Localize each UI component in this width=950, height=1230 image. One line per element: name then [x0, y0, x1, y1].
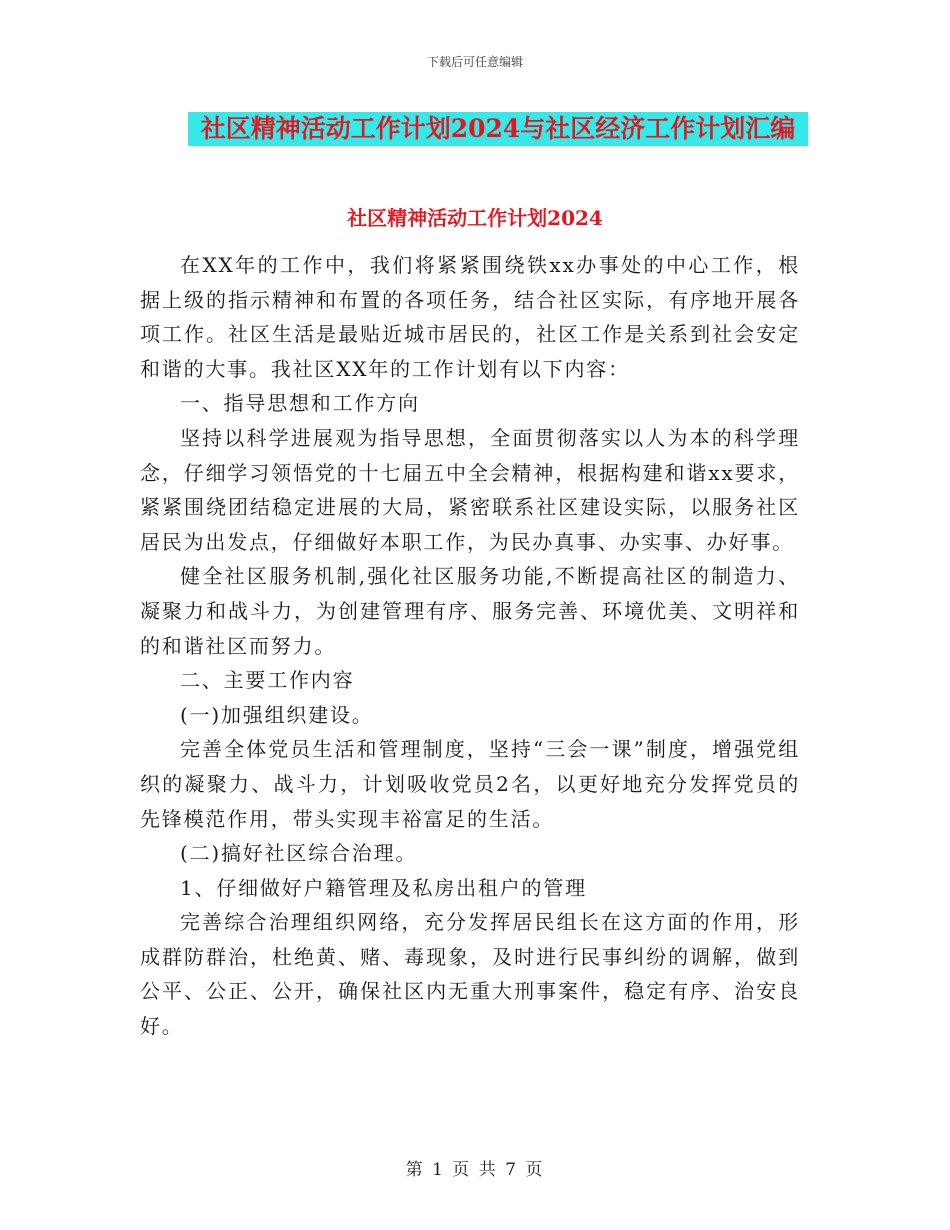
document-body — [140, 248, 800, 1044]
page-number: 第 1 页 共 7 页 — [405, 1160, 545, 1180]
main-title: 社区精神活动工作计划2024与社区经济工作计划汇编 — [200, 114, 796, 143]
heading-organization: (一)加强组织建设。 — [180, 702, 374, 727]
heading-household-management: 1、仔细做好户籍管理及私房出租户的管理 — [180, 875, 587, 900]
heading-governance: (二)搞好社区综合治理。 — [180, 841, 418, 866]
paragraph-guiding-thought: 坚持以科学进展观为指导思想，全面贯彻落实以人为本的科学理念，仔细学习领悟党的十七届五中全会精神，根据构建和谐xx要求，紧紧围绕团结稳定进展的大局，紧密联系社区建设实际，以服务社区居民为出发点，仔细做好本职工作，为民办真事、办实事、办好事。 — [140, 425, 800, 554]
heading-main-work: 二、主要工作内容 — [180, 668, 355, 693]
paragraph-governance: 完善综合治理组织网络，充分发挥居民组长在这方面的作用，形成群防群治，杜绝黄、赌、毒现象，及时进行民事纠纷的调解，做到公平、公正、公开，确保社区内无重大刑事案件，稳定有序、治安良好。 — [140, 910, 800, 1039]
paragraph-intro: 在XX年的工作中，我们将紧紧围绕铁xx办事处的中心工作，根据上级的指示精神和布置的各项任务，结合社区实际，有序地开展各项工作。社区生活是最贴近城市居民的，社区工作是关系到社会安定和谐的大事。我社区XX年的工作计划有以下内容： — [140, 253, 801, 381]
section-title: 社区精神活动工作计划2024 — [347, 206, 603, 230]
main-title-highlight — [188, 112, 808, 146]
paragraph-organization: 完善全体党员生活和管理制度，坚持“三会一课”制度，增强党组织的凝聚力、战斗力，计划吸收党员2名，以更好地充分发挥党员的先锋模范作用，带头实现丰裕富足的生活。 — [140, 737, 800, 831]
page-header-note: 下载后可任意编辑 — [426, 55, 523, 69]
paragraph-service-mechanism: 健全社区服务机制,强化社区服务功能,不断提高社区的制造力、凝聚力和战斗力，为创建管理有序、服务完善、环境优美、文明祥和的和谐社区而努力。 — [140, 564, 800, 658]
heading-guiding-thought: 一、指导思想和工作方向 — [180, 391, 420, 416]
